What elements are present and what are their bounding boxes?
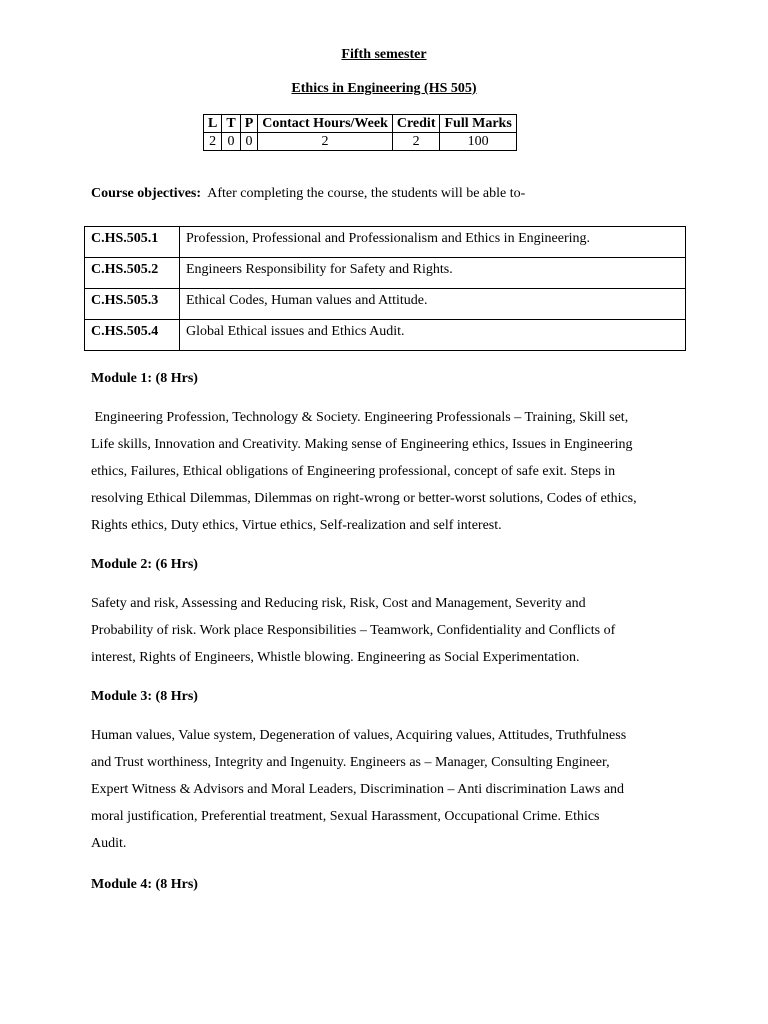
outcome-text: Engineers Responsibility for Safety and Rights. (180, 258, 686, 289)
ltp-table (203, 114, 517, 151)
ltp-header-row (204, 115, 517, 133)
ltp-value-p: 0 (240, 133, 258, 151)
module-2-line: interest, Rights of Engineers, Whistle blowing. Engineering as Social Experimentation. (91, 650, 580, 665)
ltp-header-credit: Credit (392, 115, 440, 133)
outcome-code: C.HS.505.3 (85, 289, 180, 320)
module-4-heading: Module 4: (8 Hrs) (91, 877, 198, 892)
module-3-body (91, 722, 687, 857)
module-2-line: Safety and risk, Assessing and Reducing risk, Risk, Cost and Management, Severity and (91, 596, 586, 611)
ltp-header-l: L (204, 115, 222, 133)
module-1-body (91, 404, 687, 539)
module-2-body (91, 590, 687, 671)
module-1-line: Life skills, Innovation and Creativity. Making sense of Engineering ethics, Issues in Engineering (91, 437, 633, 452)
outcome-code: C.HS.505.1 (85, 227, 180, 258)
course-title: Ethics in Engineering (HS 505) (291, 81, 477, 96)
objectives-label: Course objectives: (91, 186, 202, 201)
outcome-code: C.HS.505.4 (85, 320, 180, 351)
ltp-header-contact-hours: Contact Hours/Week (258, 115, 393, 133)
module-1-line: resolving Ethical Dilemmas, Dilemmas on right-wrong or better-worst solutions, Codes of ethics, (91, 491, 637, 506)
ltp-header-t: T (222, 115, 240, 133)
ltp-header-full-marks: Full Marks (440, 115, 516, 133)
module-1-heading: Module 1: (8 Hrs) (91, 371, 198, 386)
objectives-text: After completing the course, the students will be able to- (207, 186, 526, 201)
ltp-value-row (204, 133, 517, 151)
outcomes-table (84, 226, 686, 351)
module-3-line: Expert Witness & Advisors and Moral Leaders, Discrimination – Anti discrimination Laws and (91, 782, 625, 797)
table-row (85, 258, 686, 289)
ltp-value-full-marks: 100 (440, 133, 516, 151)
module-2-line: Probability of risk. Work place Responsibilities – Teamwork, Confidentiality and Conflicts of (91, 623, 616, 638)
module-1-line: Rights ethics, Duty ethics, Virtue ethics, Self-realization and self interest. (91, 518, 502, 533)
ltp-value-contact-hours: 2 (258, 133, 393, 151)
module-3-heading: Module 3: (8 Hrs) (91, 689, 198, 704)
ltp-value-t: 0 (222, 133, 240, 151)
module-3-line: moral justification, Preferential treatment, Sexual Harassment, Occupational Crime. Ethics (91, 809, 600, 824)
table-row (85, 227, 686, 258)
ltp-header-p: P (240, 115, 258, 133)
outcome-code: C.HS.505.2 (85, 258, 180, 289)
module-1-line: Engineering Profession, Technology & Society. Engineering Professionals – Training, Skill set, (91, 410, 629, 425)
outcome-text: Ethical Codes, Human values and Attitude. (180, 289, 686, 320)
course-objectives (91, 186, 525, 202)
table-row (85, 289, 686, 320)
module-1-line: ethics, Failures, Ethical obligations of Engineering professional, concept of safe exit. Steps in (91, 464, 616, 479)
ltp-value-credit: 2 (392, 133, 440, 151)
semester-heading: Fifth semester (341, 47, 427, 62)
module-3-line: and Trust worthiness, Integrity and Ingenuity. Engineers as – Manager, Consulting Engineer, (91, 755, 610, 770)
ltp-value-l: 2 (204, 133, 222, 151)
module-3-line: Human values, Value system, Degeneration of values, Acquiring values, Attitudes, Truthfulness (91, 728, 627, 743)
table-row (85, 320, 686, 351)
outcome-text: Global Ethical issues and Ethics Audit. (180, 320, 686, 351)
module-2-heading: Module 2: (6 Hrs) (91, 557, 198, 572)
module-3-line: Audit. (91, 836, 127, 851)
outcome-text: Profession, Professional and Professionalism and Ethics in Engineering. (180, 227, 686, 258)
